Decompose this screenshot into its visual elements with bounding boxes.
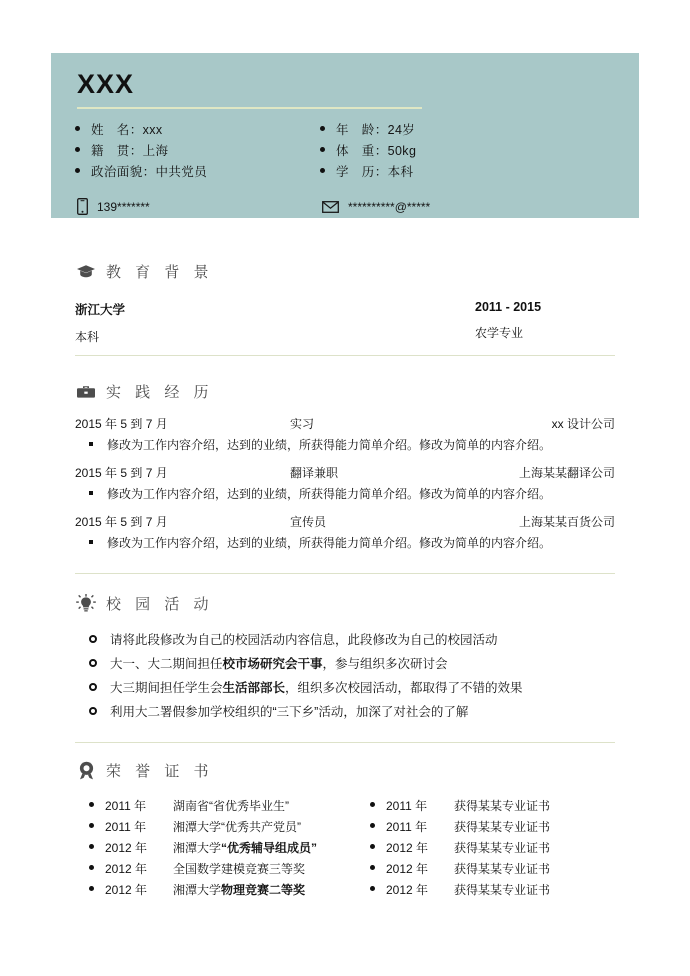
contact-phone (77, 198, 322, 215)
list-item (75, 702, 615, 726)
list-item (75, 678, 615, 702)
bullet-dot-icon (89, 823, 94, 828)
education-entry-left (75, 300, 375, 345)
honor-year: 2011 年 (105, 799, 147, 813)
honor-year: 2012 年 (105, 862, 148, 876)
honor-year: 2012 年 (105, 841, 148, 855)
list-item (75, 860, 334, 881)
activity-text-pre: 利用大二署假参加学校组织的“三下乡”活动，加深了对社会的了解 (110, 705, 469, 719)
briefcase-icon (75, 384, 97, 399)
page-title: XXX (77, 69, 135, 99)
phone-number-text: 139******* (97, 199, 150, 214)
honors-column-right (356, 797, 615, 902)
bullet-dot-icon (370, 886, 375, 891)
bullet-dot-icon (75, 168, 80, 173)
bullet-square-icon (89, 540, 93, 544)
award-medal-icon (75, 761, 97, 780)
header-divider (77, 107, 422, 109)
info-row-name (75, 120, 320, 141)
education-years: 2011 - 2015 (475, 300, 542, 314)
honor-year: 2011 年 (105, 820, 147, 834)
honor-year: 2011 年 (386, 820, 428, 834)
experience-date: 2015 年 5 到 7 月 (75, 515, 168, 529)
bullet-ring-icon (89, 707, 97, 715)
activity-text-pre: 大三期间担任学生会 (110, 681, 223, 695)
activities-list (75, 630, 615, 726)
experience-organization: 上海某某百货公司 (518, 515, 615, 529)
resume-header-block (51, 53, 639, 218)
contact-email (322, 198, 582, 215)
experience-date: 2015 年 5 到 7 月 (75, 466, 168, 480)
list-item (356, 818, 615, 839)
bullet-ring-icon (89, 683, 97, 691)
education-entry-right (475, 300, 615, 345)
info-label-political-status: 政治面貌：中共党员 (91, 165, 208, 179)
bullet-dot-icon (89, 844, 94, 849)
honor-text-pre: 湘潭大学 (173, 883, 222, 897)
bullet-dot-icon (89, 802, 94, 807)
section-title-honors: 荣 誉 证 书 (106, 762, 214, 780)
envelope-icon (322, 201, 339, 213)
experience-organization: 上海某某翻译公司 (518, 466, 615, 480)
section-header-experience (75, 378, 615, 404)
activity-text-pre: 请将此段修改为自己的校园活动内容信息，此段修改为自己的校园活动 (110, 633, 498, 647)
honor-text: 获得某某专业证书 (454, 799, 551, 813)
info-row-education-level (320, 162, 580, 183)
info-row-hometown (75, 141, 320, 162)
honor-year: 2011 年 (386, 799, 428, 813)
email-address-text: **********@***** (348, 199, 431, 214)
honor-year: 2012 年 (386, 862, 429, 876)
mobile-phone-icon (77, 198, 88, 215)
info-label-name: 姓 名：xxx (91, 123, 163, 137)
honor-text: 获得某某专业证书 (454, 841, 551, 855)
education-major: 农学专业 (475, 326, 524, 340)
info-row-political-status (75, 162, 320, 183)
personal-info-column-right (320, 120, 580, 183)
experience-role: 翻译兼职 (290, 466, 339, 480)
bullet-dot-icon (89, 865, 94, 870)
honor-text: 获得某某专业证书 (454, 862, 551, 876)
section-activities (51, 590, 639, 726)
activity-text-bold: 校市场研究会干事 (222, 657, 323, 671)
section-honors (51, 757, 639, 902)
personal-info-column-left (75, 120, 320, 183)
honor-text-pre: 湘潭大学 (173, 841, 222, 855)
honor-text-pre: 湘潭大学“优秀共产党员” (173, 820, 301, 834)
education-degree: 本科 (75, 330, 100, 344)
experience-description: 修改为工作内容介绍，达到的业绩，所获得能力简单介绍。修改为简单的内容介绍。 (107, 487, 552, 501)
bullet-square-icon (89, 491, 93, 495)
list-item (75, 630, 615, 654)
list-item (75, 881, 334, 902)
activity-text-pre: 大一、大二期间担任 (110, 657, 223, 671)
info-row-age (320, 120, 580, 141)
bullet-dot-icon (75, 147, 80, 152)
experience-description-row (75, 436, 615, 453)
bullet-dot-icon (89, 886, 94, 891)
section-divider-experience (75, 573, 615, 574)
honor-text: 获得某某专业证书 (454, 883, 551, 897)
experience-description: 修改为工作内容介绍，达到的业绩，所获得能力简单介绍。修改为简单的内容介绍。 (107, 438, 552, 452)
list-item (75, 797, 334, 818)
list-item (356, 797, 615, 818)
experience-item (75, 513, 615, 551)
info-label-education-level: 学 历：本科 (336, 165, 414, 179)
activity-text-bold: 生活部部长 (222, 681, 286, 695)
list-item (356, 839, 615, 860)
bullet-dot-icon (75, 126, 80, 131)
bullet-dot-icon (320, 168, 325, 173)
honor-year: 2012 年 (105, 883, 148, 897)
experience-item (75, 415, 615, 453)
list-item (356, 860, 615, 881)
section-experience (51, 378, 639, 551)
section-education (51, 258, 639, 345)
bullet-dot-icon (370, 844, 375, 849)
activity-text-post: ，参与组织多次研讨会 (322, 657, 448, 671)
lightbulb-icon (75, 594, 97, 613)
section-title-experience: 实 践 经 历 (106, 383, 214, 401)
education-entry (75, 300, 615, 345)
activity-text-post: ，组织多次校园活动，都取得了不错的效果 (285, 681, 523, 695)
honors-column-left (75, 797, 334, 902)
experience-role: 宣传员 (290, 515, 327, 529)
info-label-hometown: 籍 贯：上海 (91, 144, 169, 158)
info-label-age: 年 龄：24岁 (336, 123, 416, 137)
info-row-weight (320, 141, 580, 162)
experience-item (75, 464, 615, 502)
bullet-dot-icon (320, 147, 325, 152)
list-item (356, 881, 615, 902)
section-header-honors (75, 757, 615, 783)
bullet-dot-icon (370, 865, 375, 870)
bullet-square-icon (89, 442, 93, 446)
bullet-ring-icon (89, 659, 97, 667)
experience-organization: xx 设计公司 (551, 417, 615, 431)
bullet-dot-icon (320, 126, 325, 131)
honor-year: 2012 年 (386, 841, 429, 855)
section-title-activities: 校 园 活 动 (106, 595, 214, 613)
honor-text-bold: 物理竞赛二等奖 (221, 883, 306, 897)
experience-description: 修改为工作内容介绍，达到的业绩，所获得能力简单介绍。修改为简单的内容介绍。 (107, 536, 552, 550)
honor-text-pre: 湖南省“省优秀毕业生” (173, 799, 289, 813)
list-item (75, 818, 334, 839)
education-school-name: 浙江大学 (75, 303, 126, 317)
contact-row (75, 198, 615, 215)
personal-info-grid (75, 120, 615, 183)
bullet-dot-icon (370, 823, 375, 828)
list-item (75, 654, 615, 678)
experience-item-heading (75, 513, 615, 530)
bullet-dot-icon (370, 802, 375, 807)
section-divider-education (75, 355, 615, 356)
honor-year: 2012 年 (386, 883, 429, 897)
bullet-ring-icon (89, 635, 97, 643)
honor-text-bold: “优秀辅导组成员” (221, 841, 318, 855)
honor-text: 获得某某专业证书 (454, 820, 551, 834)
experience-role: 实习 (290, 417, 315, 431)
honors-columns (75, 797, 615, 902)
experience-date: 2015 年 5 到 7 月 (75, 417, 168, 431)
experience-description-row (75, 534, 615, 551)
section-title-education: 教 育 背 景 (106, 263, 214, 281)
info-label-weight: 体 重：50kg (336, 144, 417, 158)
list-item (75, 839, 334, 860)
experience-item-heading (75, 415, 615, 432)
section-divider-activities (75, 742, 615, 743)
section-header-activities (75, 590, 615, 616)
experience-item-heading (75, 464, 615, 481)
experience-description-row (75, 485, 615, 502)
section-header-education (75, 258, 615, 284)
graduation-cap-icon (75, 264, 97, 279)
honor-text-pre: 全国数学建模竞赛三等奖 (173, 862, 306, 876)
